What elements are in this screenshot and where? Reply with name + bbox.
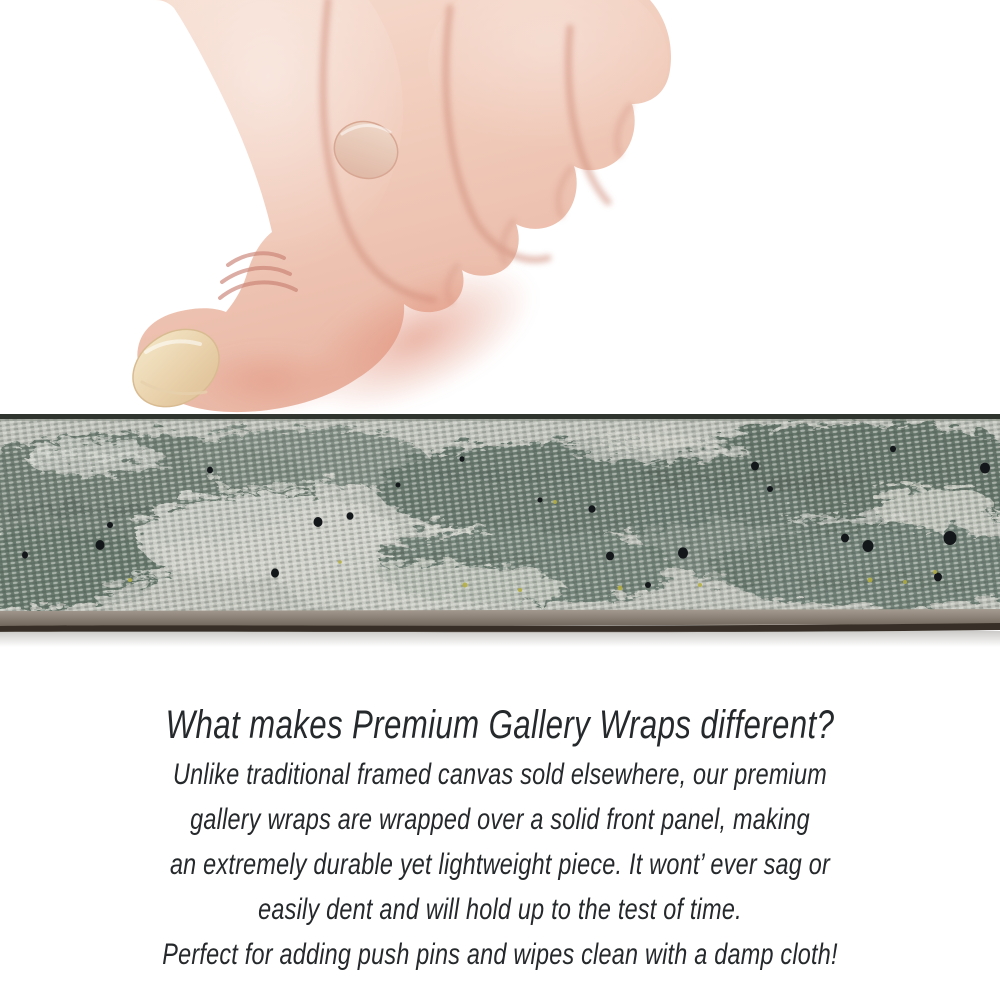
description-line: an extremely durable yet lightweight piece. It wont’ ever sag or xyxy=(169,848,831,881)
canvas-bottom-fold xyxy=(0,609,1000,627)
description-line: easily dent and will hold up to the test of time. xyxy=(258,893,742,926)
canvas-grain-light xyxy=(0,416,1000,612)
description-block xyxy=(110,700,890,977)
description-line: Perfect for adding push pins and wipes clean with a damp cloth! xyxy=(162,938,838,971)
canvas-shadow xyxy=(0,631,1000,647)
description-line: Unlike traditional framed canvas sold elsewhere, our premium xyxy=(173,758,827,791)
description-line: gallery wraps are wrapped over a solid front panel, making xyxy=(190,803,810,836)
description-heading: What makes Premium Gallery Wraps different? xyxy=(165,703,835,747)
canvas-strip-photo xyxy=(0,412,1000,652)
hand-photo xyxy=(118,0,682,420)
